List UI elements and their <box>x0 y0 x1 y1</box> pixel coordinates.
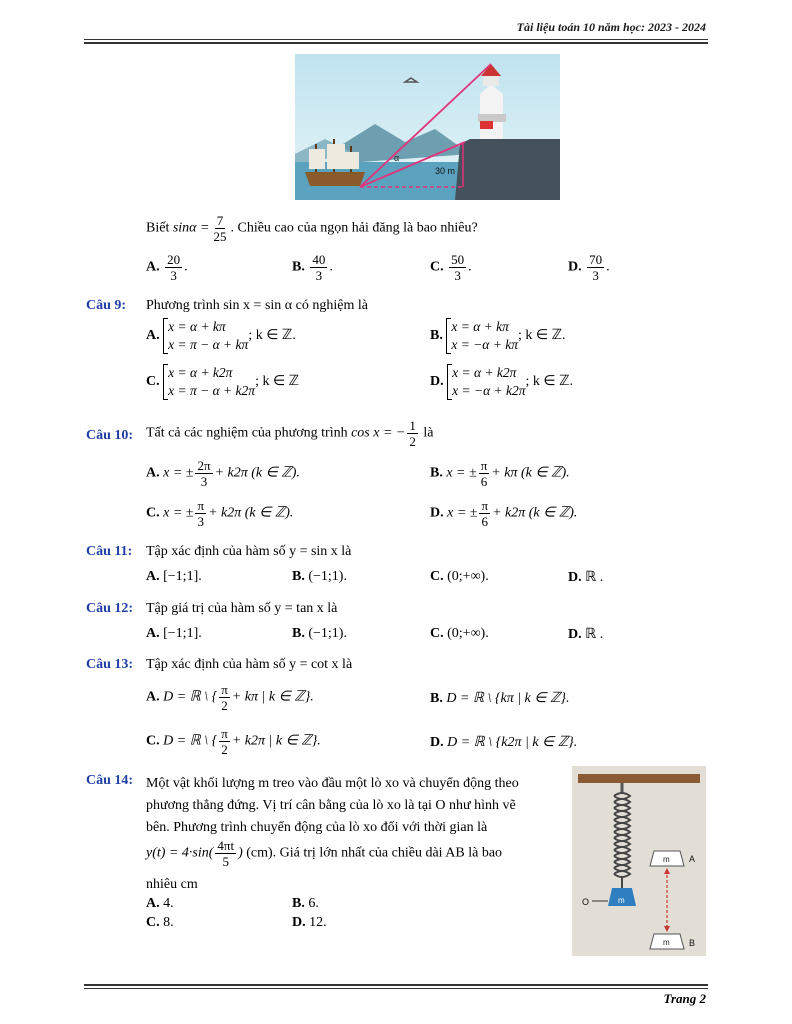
header-rule-thick <box>84 42 708 44</box>
mass-label-top: m <box>663 855 670 864</box>
q12-option-d: D. ℝ . <box>568 627 604 642</box>
q10-option-b: B. x = ± $\frac{\pi}{6}$ + kπ (k ∈ ℤ). <box>430 458 570 489</box>
height-label: 30 m <box>435 166 456 176</box>
q13-stem: Tập xác định của hàm số y = cot x là <box>146 657 353 672</box>
q11-option-c: C. (0;+∞). <box>430 569 489 584</box>
q10-option-d: D. x = ± $\frac{\pi}{6}$ + k2π (k ∈ ℤ). <box>430 498 578 529</box>
q14-equation: y(t) = 4·sin( $\frac{4\pi t}{5}$ ) (cm). Giá trị lớn nhất của chiều dài AB là bao <box>146 838 503 869</box>
q14-stem-end: nhiêu cm <box>146 877 198 892</box>
q14-label: Câu 14: <box>86 773 134 788</box>
point-o-label: O <box>582 897 590 907</box>
q10-stem: Tất cả các nghiệm của phương trình cos x = − $\frac{1}{2}$ là <box>146 418 434 449</box>
q9-option-a: A. x = α + kπ x = π − α + kπ ; k ∈ ℤ. <box>146 319 296 352</box>
q13-option-a: A. D = ℝ \ { $\frac{\pi}{2}$ + kπ | k ∈ ℤ}. <box>146 682 314 713</box>
q10-option-a: A. x = ± $\frac{2\pi}{3}$ + k2π (k ∈ ℤ). <box>146 458 300 489</box>
q10-option-c: C. x = ± $\frac{\pi}{3}$ + k2π (k ∈ ℤ). <box>146 498 294 529</box>
q11-option-b: B. (−1;1). <box>292 569 347 584</box>
q8-stem: Biết sinα = $\frac{7}{25}$ . Chiều cao của ngọn hải đăng là bao nhiêu? <box>146 213 478 244</box>
spring-illustration <box>572 766 706 956</box>
page-number: Trang 2 <box>663 991 706 1006</box>
q11-stem: Tập xác định của hàm số y = sin x là <box>146 544 352 559</box>
q10-label: Câu 10: <box>86 428 134 443</box>
mass-label-center: m <box>618 896 625 905</box>
q8-option-a: A. $\frac{20}{3}$ . <box>146 252 188 283</box>
q9-option-d: D. x = α + k2π x = −α + k2π ; k ∈ ℤ. <box>430 365 574 398</box>
footer-rule-thick <box>84 984 708 986</box>
q8-option-c: C. $\frac{50}{3}$ . <box>430 252 472 283</box>
header-rule <box>84 39 708 40</box>
q13-option-d: D. D = ℝ \ {k2π | k ∈ ℤ}. <box>430 735 578 750</box>
q9-stem: Phương trình sin x = sin α có nghiệm là <box>146 298 368 313</box>
point-b-label: B <box>689 938 696 948</box>
q12-option-c: C. (0;+∞). <box>430 626 489 641</box>
q14-option-b: B. 6. <box>292 896 319 911</box>
q14-stem: Một vật khối lượng m treo vào đầu một lò xo và chuyển động theo phương thẳng đứng. Vị trí cân bằng của lò xo là tại O như hình vẽ bên. Phương trình chuyển động của lò xo đối với thời gian là <box>146 776 519 835</box>
q14-option-c: C. 8. <box>146 915 174 930</box>
q12-option-b: B. (−1;1). <box>292 626 347 641</box>
q12-option-a: A. [−1;1]. <box>146 626 202 641</box>
q9-option-c: C. x = α + k2π x = π − α + k2π ; k ∈ ℤ <box>146 365 300 398</box>
q9-option-b: B. x = α + kπ x = −α + kπ ; k ∈ ℤ. <box>430 319 566 352</box>
page-header: Tài liệu toán 10 năm học: 2023 - 2024 <box>516 20 706 34</box>
q12-label: Câu 12: <box>86 601 134 616</box>
point-a-label: A <box>689 854 696 864</box>
q13-option-b: B. D = ℝ \ {kπ | k ∈ ℤ}. <box>430 691 570 706</box>
q14-option-a: A. 4. <box>146 896 174 911</box>
q8-option-d: D. $\frac{70}{3}$ . <box>568 252 610 283</box>
q13-option-c: C. D = ℝ \ { $\frac{\pi}{2}$ + k2π | k ∈ ℤ}. <box>146 726 321 757</box>
alpha-label: α <box>394 153 400 163</box>
q11-label: Câu 11: <box>86 544 133 559</box>
q9-label: Câu 9: <box>86 298 127 313</box>
q14-option-d: D. 12. <box>292 915 327 930</box>
q11-option-a: A. [−1;1]. <box>146 569 202 584</box>
lighthouse-illustration <box>295 54 560 200</box>
mass-label-bottom: m <box>663 938 670 947</box>
q12-stem: Tập giá trị của hàm số y = tan x là <box>146 601 338 616</box>
q8-option-b: B. $\frac{40}{3}$ . <box>292 252 333 283</box>
q13-label: Câu 13: <box>86 657 134 672</box>
q11-option-d: D. ℝ . <box>568 570 604 585</box>
footer-rule <box>84 988 708 989</box>
